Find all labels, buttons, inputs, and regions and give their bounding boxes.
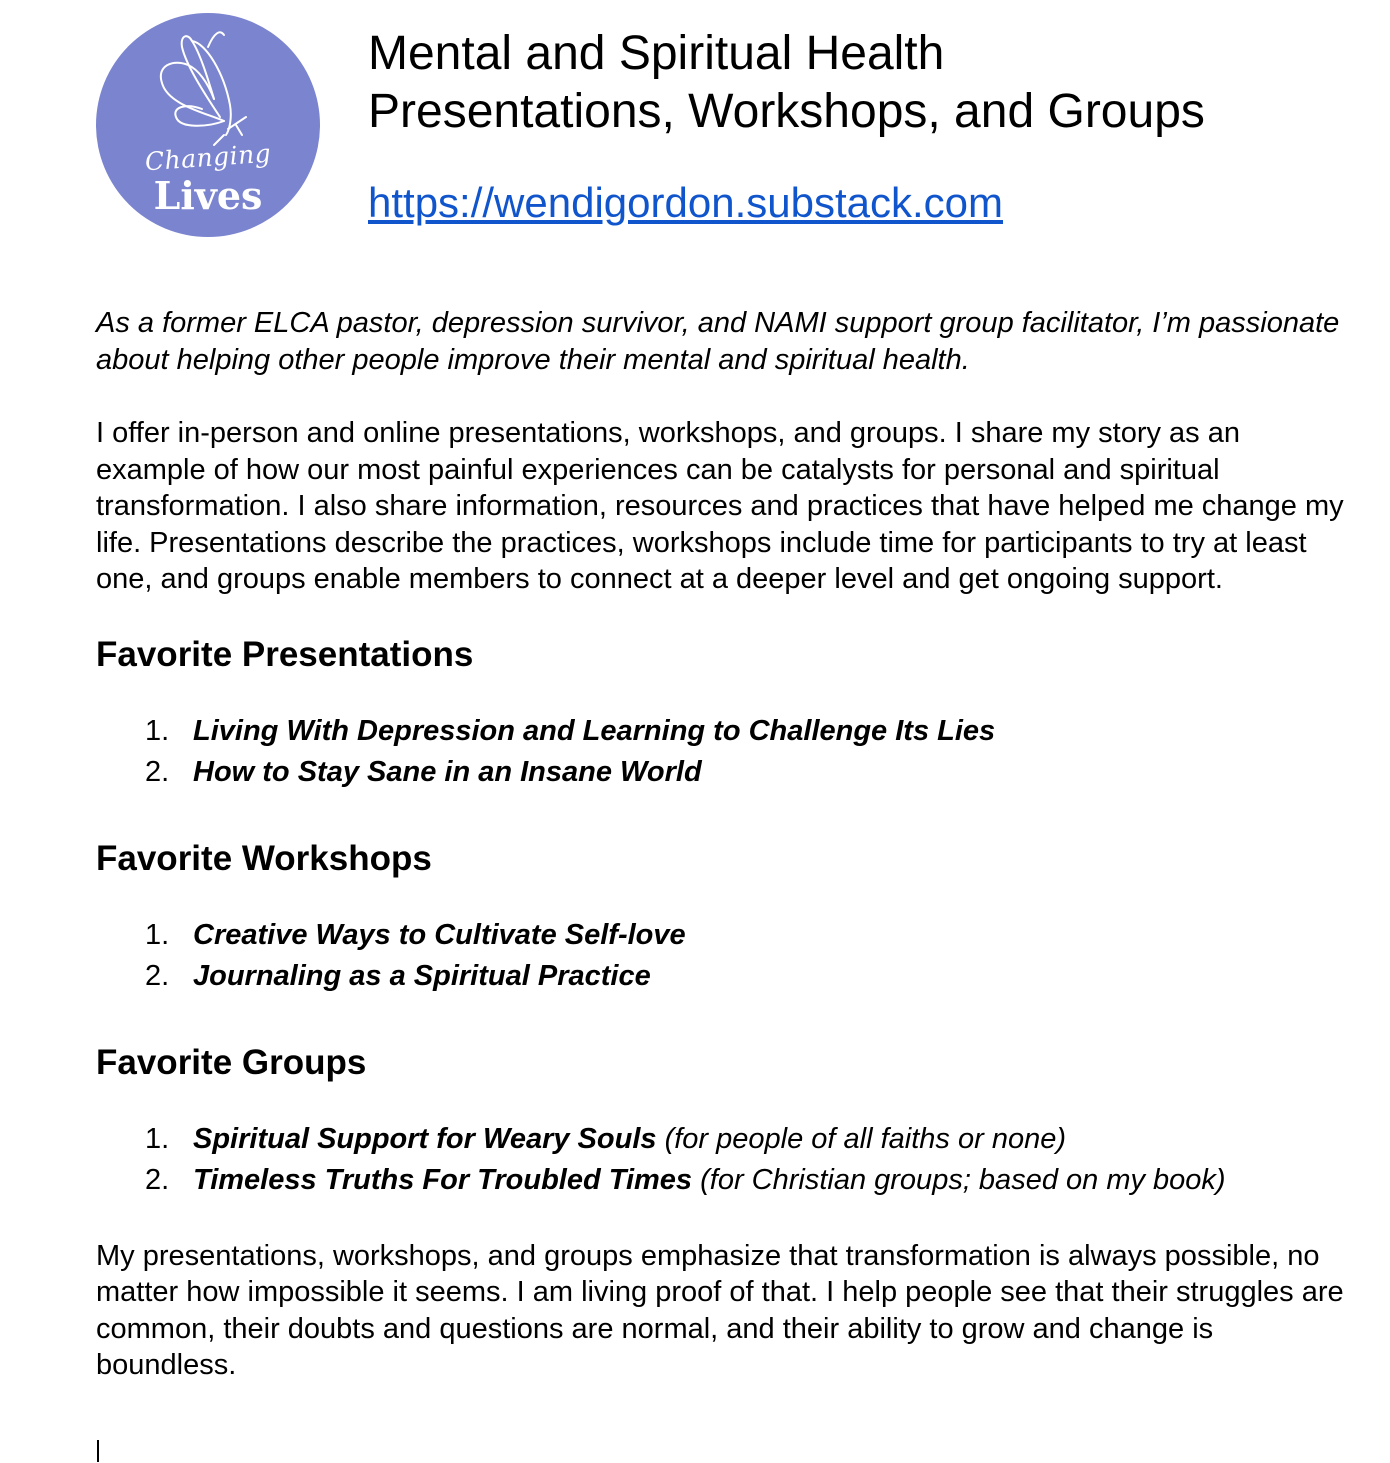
workshop-title: Journaling as a Spiritual Practice: [193, 959, 651, 992]
list-item: [96, 915, 1356, 956]
list-item: [96, 711, 1356, 752]
group-note: (for Christian groups; based on my book): [692, 1163, 1226, 1196]
list-number: 1.: [145, 918, 170, 951]
list-number: 1.: [145, 1122, 170, 1155]
description-paragraph: I offer in-person and online presentations, workshops, and groups. I share my story as an example of how our most painful experiences can be catalysts for personal and spiritual transformation. I also share information, resources and practices that have helped me change my life. Presentations describe the practices, workshops include time for participants to try at least one, and groups enable members to connect at a deeper level and get ongoing support.: [96, 417, 1344, 595]
list-item: [96, 956, 1356, 997]
list-number: 2.: [145, 1163, 170, 1196]
logo-text-changing: Changing: [143, 138, 273, 177]
logo-text-lives: Lives: [153, 173, 263, 218]
intro-paragraph: As a former ELCA pastor, depression survivor, and NAMI support group facilitator, I’m passionate about helping other people improve their mental and spiritual health.: [96, 307, 1340, 376]
substack-link[interactable]: https://wendigordon.substack.com: [368, 179, 1004, 226]
title-line-1: Mental and Spiritual Health: [368, 27, 945, 80]
document-body: [96, 305, 1356, 1384]
list-number: 2.: [145, 959, 170, 992]
presentation-title: How to Stay Sane in an Insane World: [193, 755, 702, 788]
list-item: [96, 752, 1356, 793]
group-title: Timeless Truths For Troubled Times: [193, 1163, 693, 1196]
workshops-heading: Favorite Workshops: [96, 838, 432, 878]
page-title: [368, 25, 1205, 141]
text-cursor: [97, 1440, 99, 1462]
list-item: [96, 1119, 1356, 1160]
workshop-title: Creative Ways to Cultivate Self-love: [193, 918, 686, 951]
presentations-heading: Favorite Presentations: [96, 634, 474, 674]
title-line-2: Presentations, Workshops, and Groups: [368, 85, 1205, 138]
presentation-title: Living With Depression and Learning to Challenge Its Lies: [193, 714, 996, 747]
group-note: (for people of all faiths or none): [656, 1122, 1066, 1155]
list-item: [96, 1160, 1356, 1201]
workshops-list: [96, 915, 1356, 997]
groups-heading: Favorite Groups: [96, 1042, 367, 1082]
list-number: 2.: [145, 755, 170, 788]
groups-list: [96, 1119, 1356, 1201]
changing-lives-logo: [96, 13, 320, 237]
group-title: Spiritual Support for Weary Souls: [193, 1122, 657, 1155]
presentations-list: [96, 711, 1356, 793]
list-number: 1.: [145, 714, 170, 747]
closing-paragraph: My presentations, workshops, and groups emphasize that transformation is always possible, no matter how impossible it seems. I am living proof of that. I help people see that their struggles are common, their doubts and questions are normal, and their ability to grow and change is boundless.: [96, 1239, 1344, 1381]
